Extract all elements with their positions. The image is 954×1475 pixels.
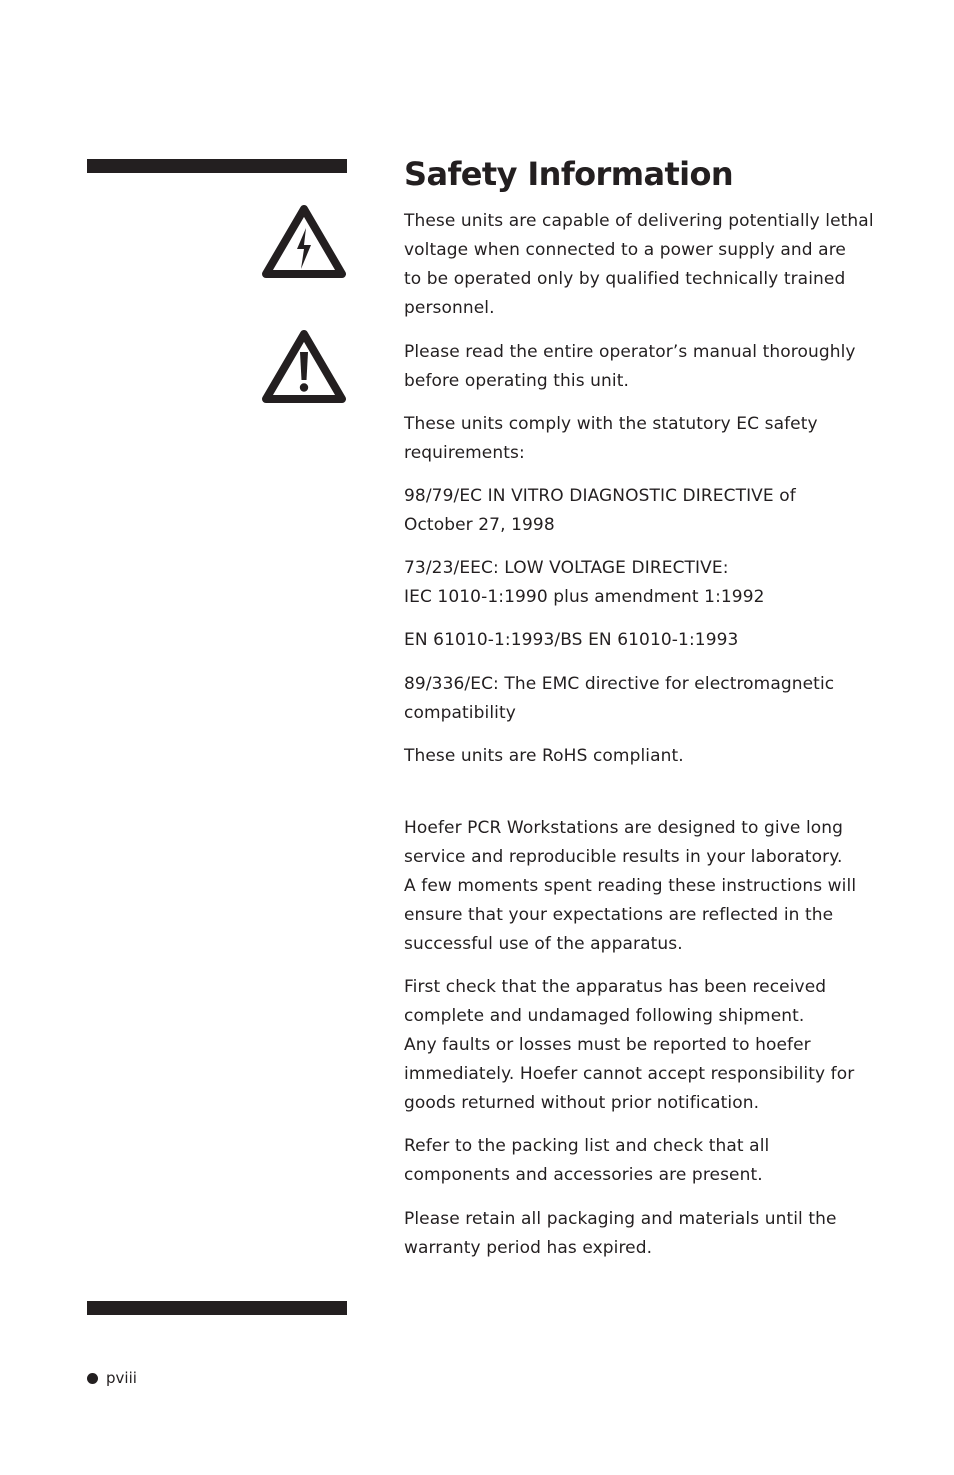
text-line: complete and undamaged following shipment. — [404, 1006, 805, 1026]
paragraph-low-voltage-directive — [404, 554, 884, 612]
paragraph-ivd-directive — [404, 482, 884, 540]
paragraph-retain-packaging — [404, 1205, 884, 1263]
top-rule — [87, 159, 347, 173]
text-line: EN 61010-1:1993/BS EN 61010-1:1993 — [404, 630, 739, 650]
text-line: IEC 1010-1:1990 plus amendment 1:1992 — [404, 587, 765, 607]
text-line: to be operated only by qualified technically trained — [404, 269, 846, 289]
paragraph-inspection — [404, 973, 884, 1118]
paragraph-emc-directive — [404, 670, 884, 728]
text-line: Refer to the packing list and check that all — [404, 1136, 770, 1156]
text-line: requirements: — [404, 443, 525, 463]
text-line: before operating this unit. — [404, 371, 629, 391]
text-line: goods returned without prior notification. — [404, 1093, 760, 1113]
paragraph-en-standard — [404, 626, 884, 655]
text-line: personnel. — [404, 298, 495, 318]
text-line: Please read the entire operator’s manual thoroughly — [404, 342, 856, 362]
text-line: service and reproducible results in your laboratory. — [404, 847, 843, 867]
text-line: October 27, 1998 — [404, 515, 555, 535]
bullet-icon — [87, 1373, 98, 1384]
paragraph-hazard-warning — [404, 207, 884, 323]
text-line: 73/23/EEC: LOW VOLTAGE DIRECTIVE: — [404, 558, 729, 578]
caution-icon — [261, 328, 347, 404]
page-number: pviii — [106, 1369, 137, 1387]
text-line: These units comply with the statutory EC safety — [404, 414, 818, 434]
paragraph-packing-list — [404, 1132, 884, 1190]
text-line: Please retain all packaging and materials until the — [404, 1209, 837, 1229]
text-line: voltage when connected to a power supply and are — [404, 240, 846, 260]
paragraph-rohs — [404, 742, 884, 771]
text-line: These units are RoHS compliant. — [404, 746, 684, 766]
text-line: Any faults or losses must be reported to hoefer — [404, 1035, 811, 1055]
electrical-hazard-icon — [261, 203, 347, 279]
page-footer — [87, 1366, 137, 1390]
text-line: Hoefer PCR Workstations are designed to give long — [404, 818, 844, 838]
text-line: successful use of the apparatus. — [404, 934, 683, 954]
bottom-rule — [87, 1301, 347, 1315]
text-line: These units are capable of delivering potentially lethal — [404, 211, 874, 231]
paragraph-ec-compliance — [404, 410, 884, 468]
text-line: A few moments spent reading these instructions will — [404, 876, 857, 896]
text-line: ensure that your expectations are reflected in the — [404, 905, 834, 925]
text-line: 89/336/EC: The EMC directive for electromagnetic — [404, 674, 835, 694]
text-line: warranty period has expired. — [404, 1238, 653, 1258]
paragraph-introduction — [404, 814, 884, 959]
paragraph-read-manual — [404, 338, 884, 396]
text-line: components and accessories are present. — [404, 1165, 763, 1185]
text-line: First check that the apparatus has been received — [404, 977, 827, 997]
text-line: compatibility — [404, 703, 516, 723]
text-line: 98/79/EC IN VITRO DIAGNOSTIC DIRECTIVE of — [404, 486, 796, 506]
page-title: Safety Information — [404, 155, 734, 193]
text-line: immediately. Hoefer cannot accept responsibility for — [404, 1064, 855, 1084]
